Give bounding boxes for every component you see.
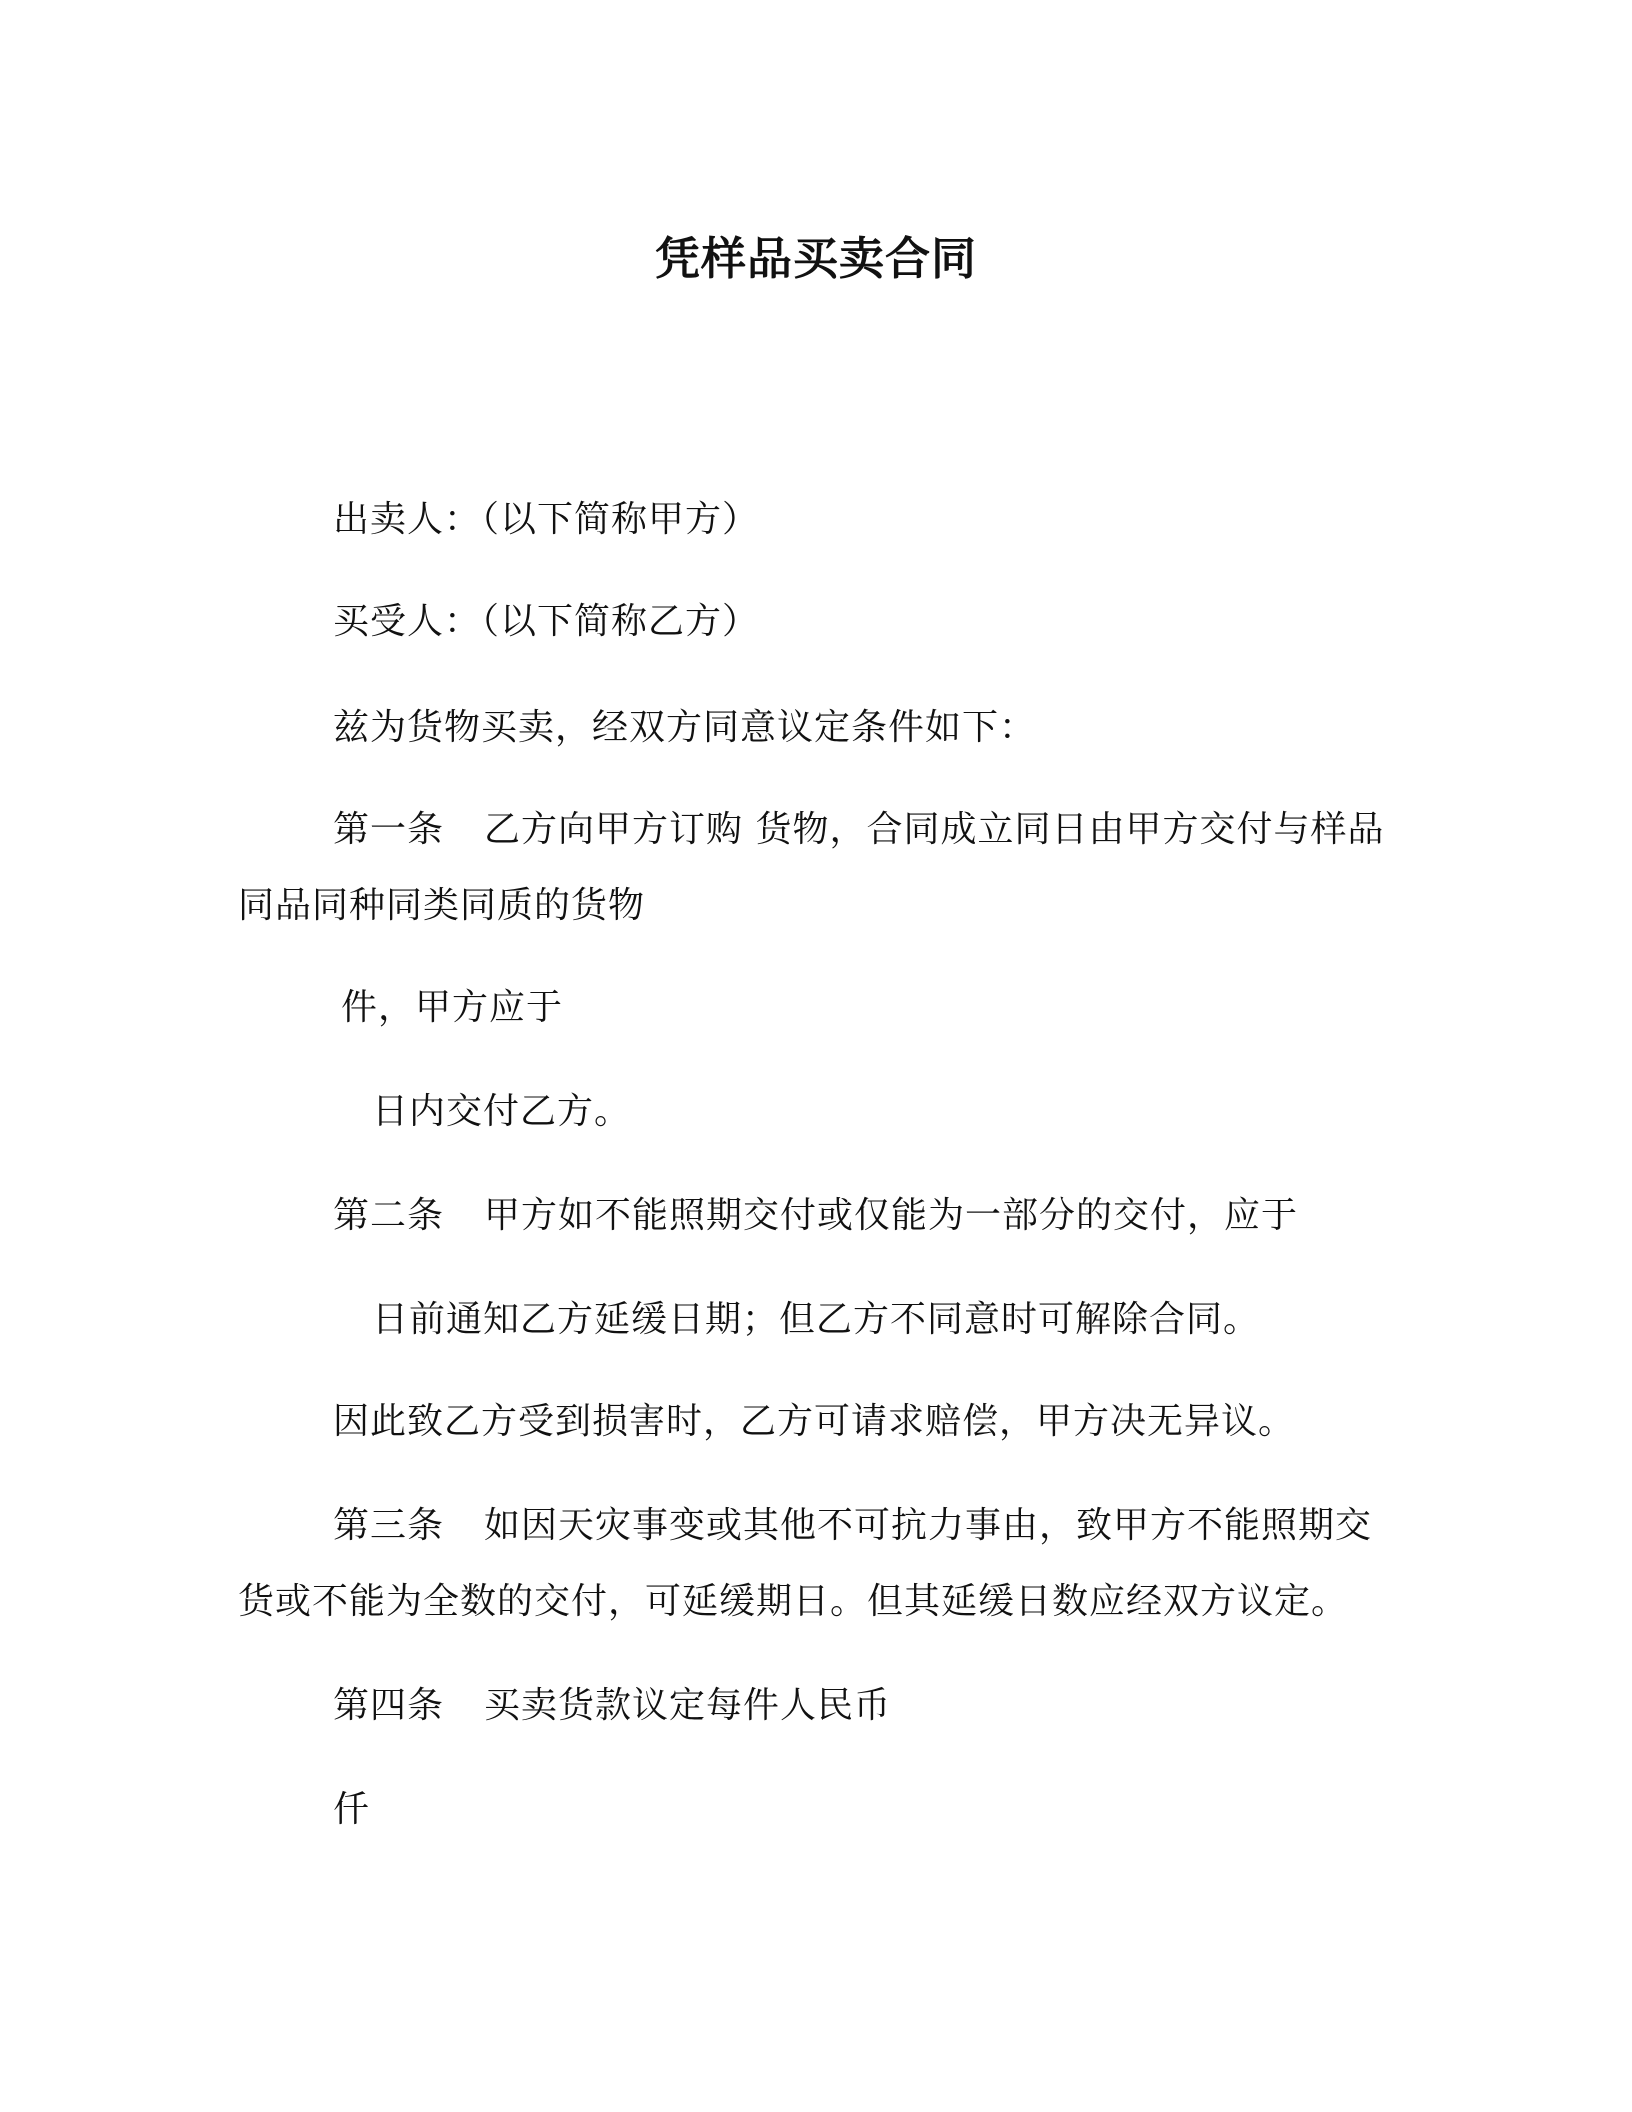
article-3-first-line — [333, 1502, 1372, 1550]
article-3-text-1: 如因天灾事变或其他不可抗力事由，致甲方不能照期交 — [484, 1505, 1373, 1546]
article-2-text-2: 日前通知乙方延缓日期；但乙方不同意时可解除合同。 — [372, 1299, 1261, 1340]
article-2-first-line — [333, 1192, 1298, 1240]
article-3-text-2: 货或不能为全数的交付，可延缓期日。但其延缓日数应经双方议定。 — [238, 1581, 1349, 1622]
article-1-text-1: 乙方向甲方订购 货物，合同成立同日由甲方交付与样品 — [484, 809, 1385, 850]
article-4-heading: 第四条 — [333, 1685, 445, 1726]
intro-line: 兹为货物买卖，经双方同意议定条件如下： — [333, 707, 1037, 748]
article-1-first-line — [333, 806, 1384, 854]
article-4-first-line — [333, 1682, 891, 1730]
article-2-text-1: 甲方如不能照期交付或仅能为一部分的交付，应于 — [484, 1195, 1299, 1236]
article-1-heading: 第一条 — [333, 809, 445, 850]
document-title: 凭样品买卖合同 — [654, 232, 977, 285]
seller-line: 出卖人：（以下简称甲方） — [333, 499, 760, 540]
article-2-text-3: 因此致乙方受到损害时，乙方可请求赔偿，甲方决无异议。 — [333, 1401, 1296, 1442]
article-4-text-1: 买卖货款议定每件人民币 — [484, 1685, 892, 1726]
article-1-text-2: 同品同种同类同质的货物 — [238, 885, 646, 926]
article-4-text-2: 仟 — [333, 1789, 371, 1830]
article-2-heading: 第二条 — [333, 1195, 445, 1236]
article-1-text-4: 日内交付乙方。 — [372, 1091, 632, 1132]
article-1-text-3: 件，甲方应于 — [341, 987, 564, 1028]
article-3-heading: 第三条 — [333, 1505, 445, 1546]
buyer-line: 买受人：（以下简称乙方） — [333, 601, 760, 642]
